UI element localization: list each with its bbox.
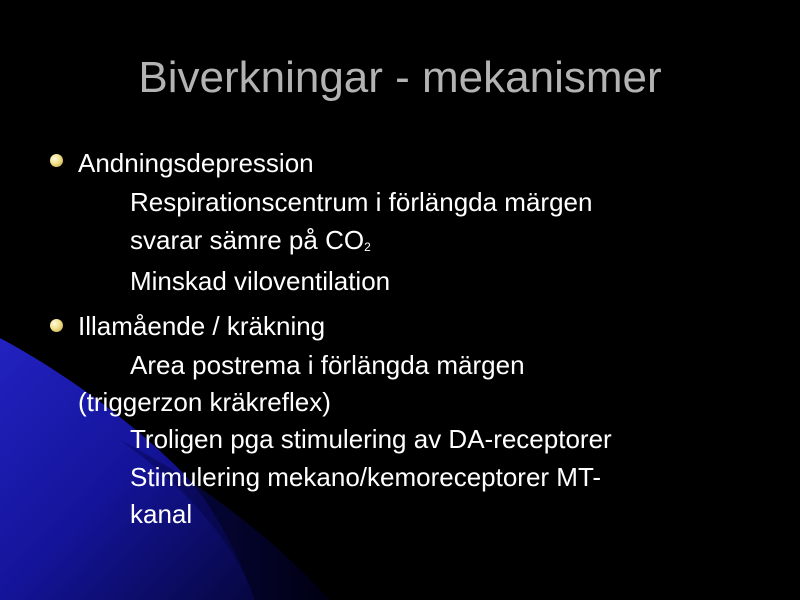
co2-subscript: 2	[364, 240, 371, 254]
sub-item-area-postrema: Area postrema i förlängda märgen	[130, 350, 525, 380]
sub-item-respirationscentrum: Respirationscentrum i förlängda märgen	[130, 187, 593, 217]
sub-item-kanal: kanal	[130, 499, 193, 529]
bullet-icon	[50, 319, 63, 332]
bullet-icon	[50, 154, 63, 167]
sub-item-triggerzon: (triggerzon kräkreflex)	[78, 387, 331, 417]
bullet-item-andningsdepression: Andningsdepression	[78, 148, 314, 178]
sub-item-minskad-viloventilation: Minskad viloventilation	[130, 266, 391, 296]
sub-item-svarar-samre	[130, 224, 371, 263]
sub-item-svarar-samre-text: svarar sämre på CO	[130, 225, 365, 255]
sub-item-stimulering: Stimulering mekano/kemoreceptorer MT-	[130, 462, 602, 492]
slide-title: Biverkningar - mekanismer	[138, 53, 662, 102]
sub-item-troligen: Troligen pga stimulering av DA-receptorer	[130, 424, 612, 454]
bullet-item-illamaende: Illamående / kräkning	[78, 311, 326, 341]
